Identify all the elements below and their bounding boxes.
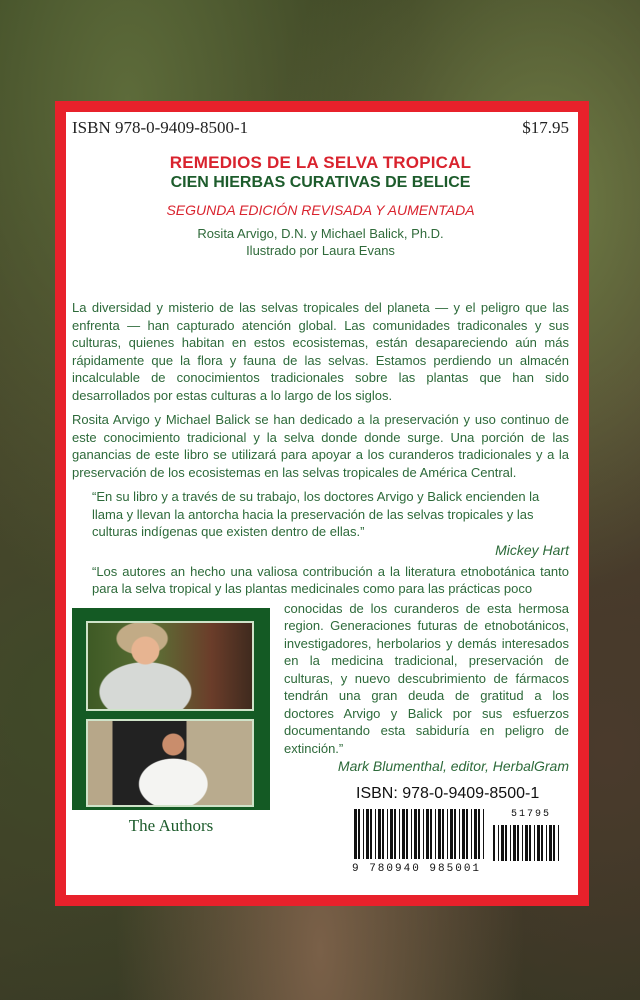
barcode-bar [454,809,456,859]
photo-caption: The Authors [128,815,214,835]
barcode-bar [505,825,507,861]
barcode-bar [517,825,519,861]
barcode-main [354,809,484,859]
quote-2 [284,600,569,776]
quote-column [284,600,569,886]
barcode-bar [541,825,543,861]
edition-note: SEGUNDA EDICIÓN REVISADA Y AUMENTADA [166,202,475,218]
barcode-bar [358,809,360,859]
quote-2-text-a: “Los autores an hecho una valiosa contribución a la literatura etnobotánica tanto para la selva tropical y las plantas medicinales como para las prácticas poco [92,563,569,596]
barcode-bar [558,825,559,861]
barcode-bar [466,809,468,859]
authors-line: Rosita Arvigo, D.N. y Michael Balick, Ph.D. [197,226,444,241]
barcode-bar [462,809,465,859]
barcode-bar [402,809,405,859]
barcode-bar [406,809,408,859]
barcode-bar [411,809,412,859]
quote-2-text-b: conocidas de los curanderos de esta hermosa region. Generaciones futuras de etnobotánicos, investigadores, herbolarios y demás interesados en la medicina tradicional, preservación de culturas, y nuevo descubrimiento de fármacos tendrán una gran deuda de gratitud a los doctores Arvigo y Balick por sus esfuerzos documentando esta sabiduría en peligro de extinción.” [284,600,569,756]
barcode-bar [493,825,495,861]
barcode-bar [418,809,420,859]
barcode-bar [390,809,393,859]
barcode-bar [546,825,547,861]
photo-michael-balick [86,621,254,711]
lower-row [72,600,569,886]
paragraph-1: La diversidad y misterio de las selvas tropicales del planeta — y el peligro que las enfrenta — han capturado atención global. Las comunidades tradiconales y sus culturas, quienes habitan en estos ecosistemas, están desapareciendo aún más rápidamente que la flora y fauna de las selvas. Estamos perdiendo un almacén incalculable de conocimientos tradicionales sobre las plantas que han sido desarrollados por estas culturas a lo largo de los siglos. [72,300,569,403]
barcode-bar [501,825,504,861]
barcode-addon-digits: 51795 [511,809,552,820]
back-cover-frame [55,101,589,906]
quote-1-text: “En su libro y a través de su trabajo, los doctores Arvigo y Balick encienden la llama y llevan la antorcha hacia la preservación de las selvas tropicales y las culturas indígenas que existen dentro de ellas.” [92,489,540,539]
barcode-bar [447,809,448,859]
barcode-bar [382,809,384,859]
barcode-bar [442,809,444,859]
barcode-bar [549,825,552,861]
barcode-bar [478,809,480,859]
barcode-bar [483,809,484,859]
title-block [72,152,569,259]
description [72,299,569,559]
barcode-bar [522,825,523,861]
barcode-bar [366,809,369,859]
barcode-bar [399,809,400,859]
barcode-bar [375,809,376,859]
barcode-digits: 9 780940 985001 [352,863,482,875]
photo-rosita-arvigo [86,719,254,807]
author-photos [72,608,270,810]
isbn-header: ISBN 978-0-9409-8500-1 [72,118,249,137]
back-cover-panel [66,112,578,895]
barcode-bar [414,809,417,859]
barcode-bar [370,809,372,859]
header-row [72,118,569,138]
barcode-bar [553,825,555,861]
barcode-bar [474,809,477,859]
barcode-bar [435,809,436,859]
paragraph-2: Rosita Arvigo y Michael Balick se han dedicado a la preservación y uso continuo de este conocimiento tradicional y la selva donde donde surge. Una porción de las ganancias de este libro se utilizará para apoyar a los curanderos tradicionales y a la preservación de los ecosistemas en las selvas tropicales de América Central. [72,412,569,480]
illustrator-line: Ilustrado por Laura Evans [246,243,395,258]
barcode-bar [471,809,472,859]
barcode-bar [534,825,535,861]
quote-1 [92,488,569,559]
barcode-bar [354,809,357,859]
quote-2-attribution: Mark Blumenthal, editor, HerbalGram [337,758,569,774]
book-title: REMEDIOS DE LA SELVA TROPICAL [169,153,472,172]
book-subtitle: CIEN HIERBAS CURATIVAS DE BELICE [170,174,471,191]
barcode-bar [423,809,424,859]
barcode-bar [426,809,429,859]
barcode-bar [459,809,460,859]
barcode-bar [430,809,432,859]
barcode-bar [510,825,511,861]
barcode-bar [537,825,540,861]
barcode-isbn: ISBN: 978-0-9409-8500-1 [356,785,540,802]
barcode-bar [363,809,364,859]
barcode-bar [513,825,516,861]
barcode-bar [529,825,531,861]
barcode-block [284,785,569,885]
barcode-bar [450,809,453,859]
barcode-addon [493,825,559,861]
barcode-bar [378,809,381,859]
barcode-bar [525,825,528,861]
price: $17.95 [522,118,569,137]
photo-column [72,608,270,886]
barcode-bar [498,825,499,861]
barcode-bar [438,809,441,859]
barcode-bar [387,809,388,859]
quote-1-attribution: Mickey Hart [495,541,569,558]
barcode-bar [394,809,396,859]
